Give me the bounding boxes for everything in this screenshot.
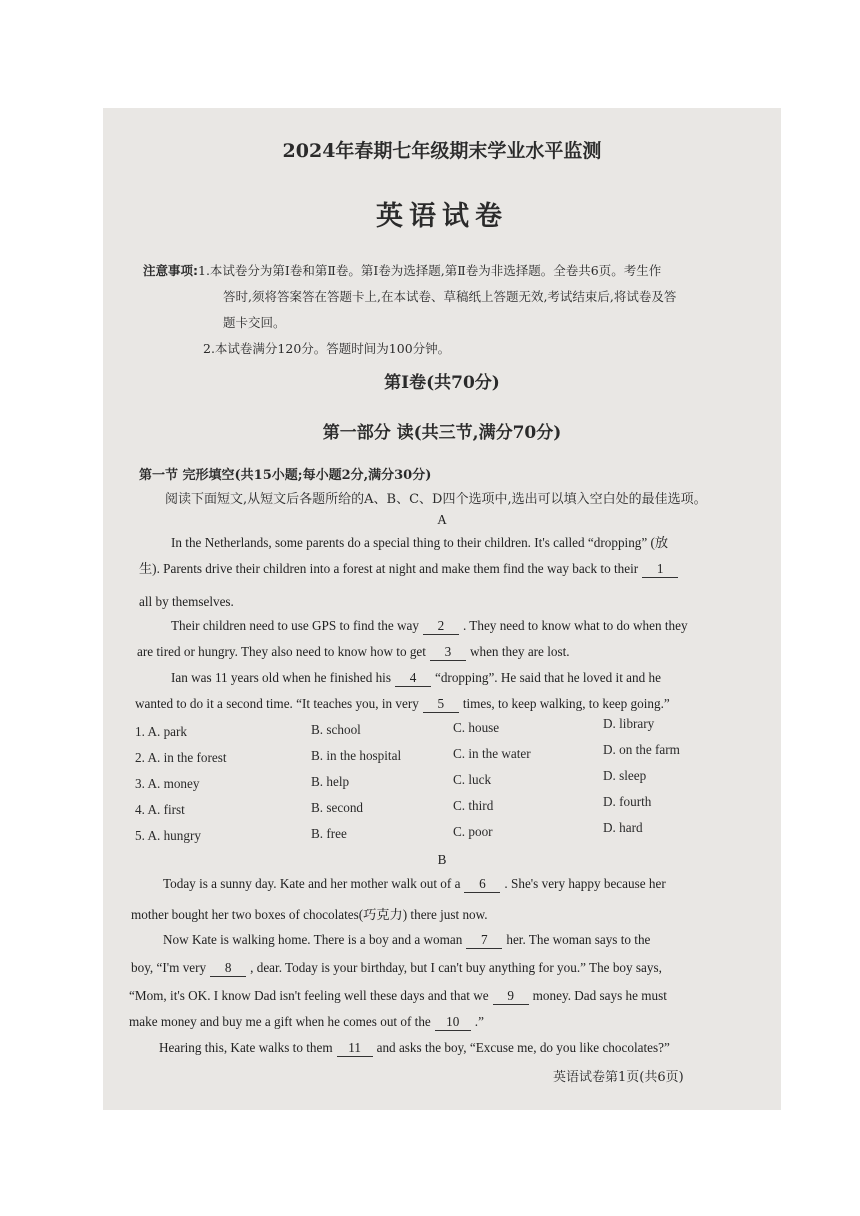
blank-5[interactable]: 5: [423, 696, 459, 713]
option-5-c[interactable]: C. poor: [453, 824, 493, 839]
blank-4[interactable]: 4: [395, 670, 431, 687]
passage-b-line-4: boy, “I'm very 8 , dear. Today is your birthday, but I can't buy anything for you.” The boy says,: [131, 960, 662, 975]
blank-10[interactable]: 10: [435, 1014, 471, 1031]
option-1-d[interactable]: D. library: [603, 716, 655, 731]
notes-block: [143, 258, 661, 284]
notes-label: 注意事项:: [143, 263, 198, 278]
option-2-c[interactable]: C. in the water: [453, 746, 531, 761]
passage-a-line-7: wanted to do it a second time. “It teaches you, in very 5 times, to keep walking, to keep going.”: [135, 696, 670, 711]
passage-b-line-3: Now Kate is walking home. There is a boy and a woman 7 her. The woman says to the: [163, 932, 651, 947]
option-1-c[interactable]: C. house: [453, 720, 500, 735]
option-4-a[interactable]: 4. A. first: [135, 802, 185, 817]
notes-line-2: 答时,须将答案答在答题卡上,在本试卷、草稿纸上答题无效,考试结束后,将试卷及答: [223, 289, 677, 304]
option-5-b[interactable]: B. free: [311, 826, 347, 841]
passage-b-line-2: mother bought her two boxes of chocolates(巧克力) there just now.: [131, 907, 488, 922]
blank-6[interactable]: 6: [464, 876, 500, 893]
passage-b-line-6: make money and buy me a gift when he comes out of the 10 .”: [129, 1014, 484, 1029]
option-1-a[interactable]: 1. A. park: [135, 724, 188, 739]
notes-line-4: 2.本试卷满分120分。答题时间为100分钟。: [203, 341, 451, 356]
blank-2[interactable]: 2: [423, 618, 459, 635]
passage-b-line-7: Hearing this, Kate walks to them 11 and asks the boy, “Excuse me, do you like chocolates?”: [159, 1040, 670, 1055]
option-4-d[interactable]: D. fourth: [603, 794, 652, 809]
notes-line-3: 题卡交回。: [223, 315, 286, 330]
option-3-b[interactable]: B. help: [311, 774, 350, 789]
passage-a-line-2: 生). Parents drive their children into a forest at night and make them find the way back to their 1: [139, 558, 682, 578]
exam-paper: [103, 108, 781, 1110]
page-footer: 英语试卷第1页(共6页): [553, 1070, 684, 1085]
blank-7[interactable]: 7: [466, 932, 502, 949]
option-2-b[interactable]: B. in the hospital: [311, 748, 402, 763]
subject-title: 英语试卷: [376, 201, 508, 232]
option-3-d[interactable]: D. sleep: [603, 768, 647, 783]
blank-8[interactable]: 8: [210, 960, 246, 977]
option-3-c[interactable]: C. luck: [453, 772, 492, 787]
passage-b-line-5: “Mom, it's OK. I know Dad isn't feeling well these days and that we 9 money. Dad says he must: [129, 988, 667, 1003]
passage-a-line-1: In the Netherlands, some parents do a special thing to their children. It's called “dropping” (放: [171, 535, 669, 550]
blank-3[interactable]: 3: [430, 644, 466, 661]
section-instruction: 阅读下面短文,从短文后各题所给的A、B、C、D四个选项中,选出可以填入空白处的最佳选项。: [165, 492, 707, 507]
notes-line-1: 1.本试卷分为第Ⅰ卷和第Ⅱ卷。第Ⅰ卷为选择题,第Ⅱ卷为非选择题。全卷共6页。考生作: [198, 263, 662, 278]
passage-a-line-5: are tired or hungry. They also need to know how to get 3 when they are lost.: [137, 644, 570, 659]
option-4-c[interactable]: C. third: [453, 798, 494, 813]
passage-b-label: B: [437, 852, 447, 867]
passage-a-label: A: [437, 512, 447, 527]
part-heading: 第一部分 读(共三节,满分70分): [322, 423, 562, 443]
option-2-a[interactable]: 2. A. in the forest: [135, 750, 227, 765]
option-4-b[interactable]: B. second: [311, 800, 364, 815]
section-heading: 第一节 完形填空(共15小题;每小题2分,满分30分): [139, 468, 432, 483]
blank-9[interactable]: 9: [493, 988, 529, 1005]
blank-1[interactable]: 1: [642, 561, 678, 578]
blank-11[interactable]: 11: [337, 1040, 373, 1057]
exam-title: 2024年春期七年级期末学业水平监测: [282, 140, 602, 162]
option-2-d[interactable]: D. on the farm: [603, 742, 680, 757]
option-5-a[interactable]: 5. A. hungry: [135, 828, 201, 843]
option-3-a[interactable]: 3. A. money: [135, 776, 200, 791]
volume-heading: 第Ⅰ卷(共70分): [384, 373, 500, 393]
passage-a-line-3: all by themselves.: [139, 594, 234, 609]
passage-b-line-1: Today is a sunny day. Kate and her mother walk out of a 6 . She's very happy because her: [163, 876, 666, 891]
option-5-d[interactable]: D. hard: [603, 820, 643, 835]
passage-a-line-4: Their children need to use GPS to find the way 2 . They need to know what to do when they: [171, 618, 688, 633]
option-1-b[interactable]: B. school: [311, 722, 361, 737]
passage-a-line-6: Ian was 11 years old when he finished his 4 “dropping”. He said that he loved it and he: [171, 670, 661, 685]
